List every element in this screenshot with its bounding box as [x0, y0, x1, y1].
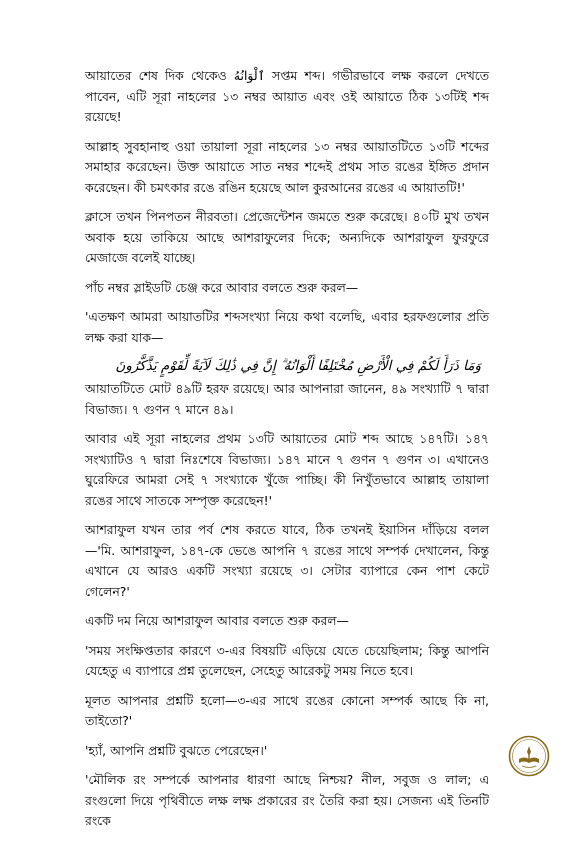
paragraph-2: আল্লাহ সুবহানাহু ওয়া তায়ালা সূরা নাহলের ১৩ নম্বর আয়াতটিতে ১৩টি শব্দের সমাহার করেছেন। উক্ত আয়াতে সাত নম্বর শব্দেই প্রথম সাত রঙের ইঙ্গিত প্রদান করেছেন। কী চমৎকার রঙে রঙিন হয়েছে আল কুরআনের রঙের এ আয়াতটি!'	[85, 138, 489, 195]
arabic-verse: وَمَا ذَرَأَ لَكُمْ فِي الْأَرْضِ مُخْتَلِفًا أَلْوَانُهُ ۗ إِنَّ فِي ذَٰلِكَ لَآيَةً لِّقَوْمٍ يَذَّكَّرُونَ	[115, 358, 481, 374]
page-body	[85, 66, 489, 841]
paragraph-10: 'সময় সংক্ষিপ্ততার কারণে ৩-এর বিষয়টি এড়িয়ে যেতে চেয়েছিলাম; কিন্তু আপনি যেহেতু এ ব্যাপারে প্রশ্ন তুলেছেন, সেহেতু আরেকটু সময় নিতে হবে।	[85, 642, 489, 678]
paragraph-3: ক্লাসে তখন পিনপতন নীরবতা। প্রেজেন্টেশন জমতে শুরু করেছে। ৪০টি মুখ তখন অবাক হয়ে তাকিয়ে আছে আশরাফুলের দিকে; অন্যদিকে আশরাফুল ফুরফুরে মেজাজে বলেই যাচ্ছে।	[85, 209, 489, 265]
paragraph-5: 'এতক্ষণ আমরা আয়াতটির শব্দসংখ্যা নিয়ে কথা বলেছি, এবার হরফগুলোর প্রতি লক্ষ করা যাক—	[85, 309, 489, 345]
paragraph-7: আবার এই সূরা নাহলের প্রথম ১৩টি আয়াতের মোট শব্দ আছে ১৪৭টি। ১৪৭ সংখ্যাটিও ৭ দ্বারা নিঃশেষে বিভাজ্য। ১৪৭ মানে ৭ গুণন ৭ গুণন ৩। এখানেও ঘুরেফিরে আমরা সেই ৭ সংখ্যাকে খুঁজে পাচ্ছি। কী নিখুঁতভাবে আল্লাহ তায়ালা রঙের সাথে সাতকে সম্পৃক্ত করেছেন!'	[85, 431, 489, 508]
paragraph-4: পাঁচ নম্বর স্লাইডটি চেঞ্জ করে আবার বলতে শুরু করল—	[85, 279, 359, 295]
paragraph-11: মূলত আপনার প্রশ্নটি হলো—৩-এর সাথে রঙের কোনো সম্পর্ক আছে কি না, তাইতো?'	[85, 692, 489, 728]
paragraph-13: 'মৌলিক রং সম্পর্কে আপনার ধারণা আছে নিশ্চয়? নীল, সবুজ ও লাল; এ রংগুলো দিয়ে পৃথিবীতে লক্ষ লক্ষ প্রকারের রং তৈরি করা হয়। সেজন্য এই তিনটি রংকে	[85, 772, 489, 828]
paragraph-12: 'হ্যাঁ, আপনি প্রশ্নটি বুঝতে পেরেছেন।'	[85, 742, 268, 758]
paragraph-8: আশরাফুল যখন তার পর্ব শেষ করতে যাবে, ঠিক তখনই ইয়াসিন দাঁড়িয়ে বলল—'মি. আশরাফুল, ১৪৭-কে ভেঙে আপনি ৭ রঙের সাথে সম্পর্ক দেখালেন, কিন্তু এখানে যে আরও একটি সংখ্যা রয়েছে ৩। সেটার ব্যাপারে কেন পাশ কেটে গেলেন?'	[85, 522, 489, 599]
paragraph-1: আয়াতের শেষ দিক থেকেও ٱلْوَانُهُ সপ্তম শব্দ। গভীরভাবে লক্ষ করলে দেখতে পাবেন, এটি সূরা নাহলের ১৩ নম্বর আয়াত এবং ওই আয়াতে ঠিক ১৩টিই শব্দ রয়েছে!	[85, 68, 489, 124]
book-emblem-icon	[508, 735, 550, 777]
paragraph-6: আয়াতটিতে মোট ৪৯টি হরফ রয়েছে। আর আপনারা জানেন, ৪৯ সংখ্যাটি ৭ দ্বারা বিভাজ্য। ৭ গুণন ৭ মানে ৪৯।	[85, 381, 489, 417]
paragraph-9: একটি দম নিয়ে আশরাফুল আবার বলতে শুরু করল—	[85, 613, 349, 628]
